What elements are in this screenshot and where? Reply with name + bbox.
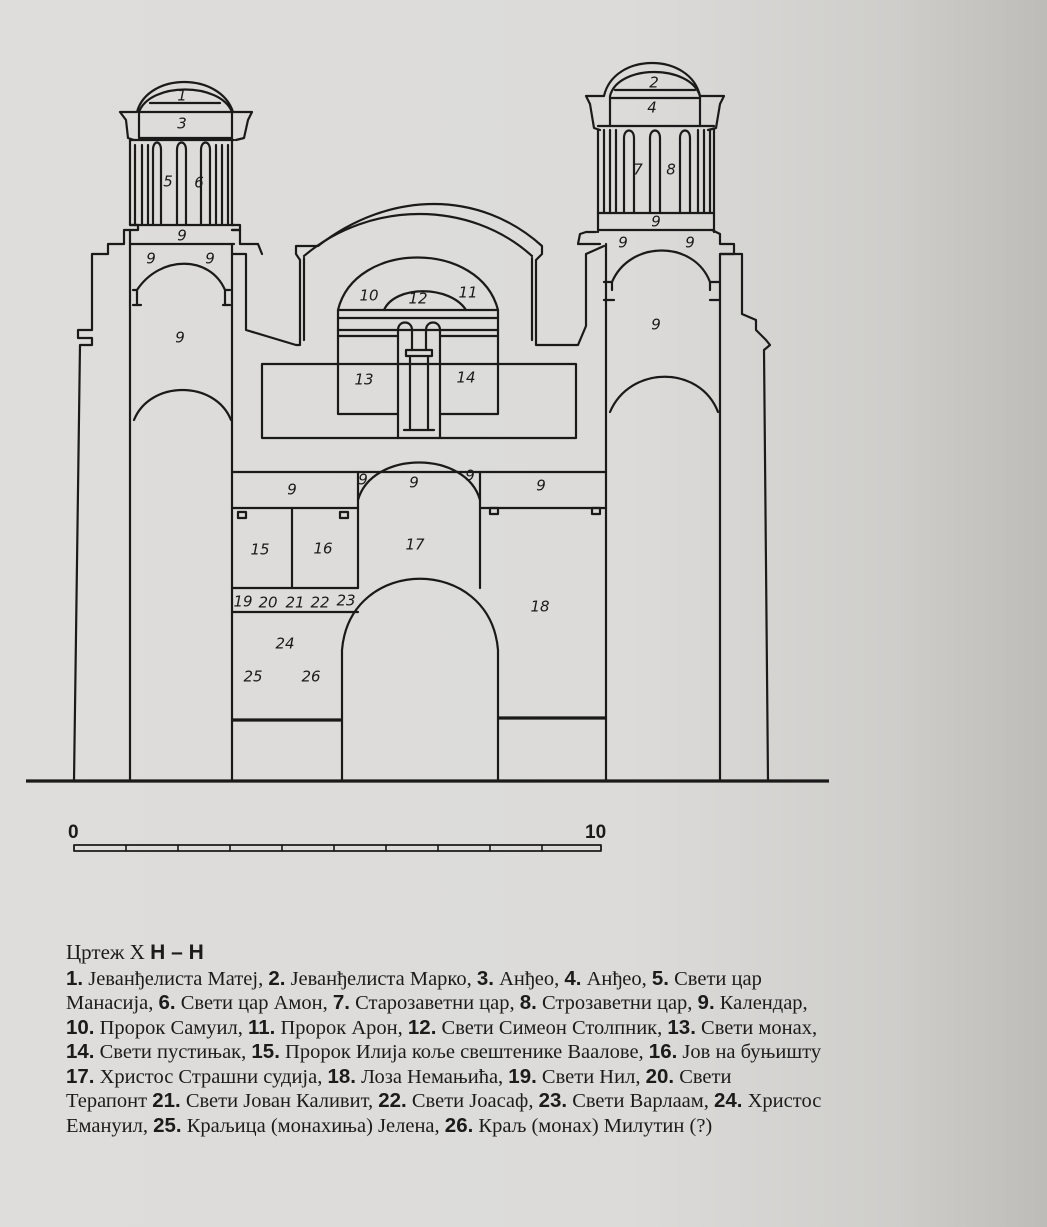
legend-number: 20. [645, 1064, 675, 1088]
legend-name: Јеванђелиста Матеј, [83, 967, 269, 990]
scale-bar [68, 822, 606, 851]
caption-line [66, 1016, 1047, 1041]
legend-name: Свети цар Амон, [175, 992, 333, 1014]
legend-name: Краљица (монахиња) Јелена, [181, 1114, 445, 1137]
label-25: 25 [243, 667, 263, 686]
label-9-i: 9 [287, 480, 297, 499]
lower-wall [232, 463, 606, 782]
caption-line [66, 1114, 1047, 1139]
label-26: 26 [301, 667, 321, 686]
label-2: 2 [649, 73, 659, 92]
label-6: 6 [194, 173, 204, 192]
legend-number: 4. [564, 966, 582, 990]
label-8: 8 [666, 160, 676, 179]
legend-name: Свети Нил, [536, 1065, 646, 1088]
legend-name: Свети Варлаам, [567, 1090, 714, 1112]
legend-number: 21. [152, 1089, 181, 1112]
label-14: 14 [456, 368, 476, 387]
caption-title-section: Н – Н [150, 941, 204, 964]
label-12: 12 [408, 289, 428, 308]
caption-line [66, 991, 1047, 1016]
central-gable [232, 204, 604, 438]
legend-name: Јов на буњишту [677, 1041, 822, 1063]
label-9-f: 9 [618, 233, 628, 252]
legend-number: 5. [651, 966, 669, 990]
legend-number: 19. [508, 1064, 537, 1088]
label-16: 16 [313, 539, 333, 558]
label-5: 5 [163, 172, 173, 191]
label-9-d: 9 [175, 328, 185, 347]
label-9-g: 9 [685, 233, 695, 252]
legend-name: Свети Јоасаф, [406, 1090, 539, 1112]
label-9-a: 9 [177, 226, 187, 245]
legend-number: 24. [714, 1089, 743, 1112]
legend-number: 14. [66, 1040, 95, 1063]
label-18: 18 [530, 597, 550, 616]
scale-end-label: 10 [585, 822, 607, 843]
legend-name: Старозаветни цар, [349, 992, 520, 1014]
legend-name: Календар, [714, 992, 808, 1014]
legend-name: Емануил, [66, 1114, 154, 1137]
legend-name: Анђео, [581, 967, 652, 990]
legend-name: Свети Симеон Столпник, [436, 1016, 668, 1039]
label-10: 10 [359, 286, 379, 305]
legend-number: 22. [378, 1089, 407, 1112]
label-15: 15 [250, 540, 270, 559]
legend-name: Свети цар [669, 967, 762, 990]
label-9-j: 9 [358, 470, 368, 489]
label-22: 22 [310, 593, 330, 612]
legend-name: Христос Страшни судија, [94, 1065, 328, 1088]
legend-number: 23. [538, 1089, 568, 1112]
label-9-h: 9 [651, 315, 661, 334]
caption-line [66, 967, 1047, 992]
caption-line [66, 1065, 1047, 1090]
legend-name: Анђео, [493, 967, 565, 990]
legend-name: Пророк Самуил, [94, 1016, 248, 1039]
label-17: 17 [405, 535, 425, 554]
legend-name: Свети пустињак, [94, 1041, 252, 1063]
scale-start-label: 0 [68, 822, 79, 843]
caption-line [66, 1089, 1047, 1114]
legend-number: 13. [667, 1015, 696, 1039]
label-3: 3 [177, 114, 187, 133]
legend-name: Строзаветни цар, [536, 992, 698, 1014]
legend-name: Свети [674, 1065, 732, 1088]
legend-name: Краљ (монах) Милутин (?) [473, 1114, 713, 1137]
label-9-b: 9 [146, 249, 156, 268]
legend-number: 12. [407, 1015, 437, 1039]
legend-name: Христос [742, 1090, 822, 1112]
label-9-e: 9 [651, 212, 661, 231]
label-7: 7 [633, 160, 643, 179]
legend-name: Терапонт [66, 1090, 153, 1112]
label-9-c: 9 [205, 249, 215, 268]
legend-name: Манасија, [66, 992, 159, 1014]
legend-number: 25. [153, 1113, 182, 1137]
label-1: 1 [177, 86, 187, 105]
label-21: 21 [285, 593, 305, 612]
legend-name: Свети Јован Каливит, [180, 1090, 379, 1112]
label-19: 19 [233, 592, 253, 611]
legend-number: 6. [158, 991, 176, 1014]
label-9-k: 9 [409, 473, 419, 492]
caption-title-prefix: Цртеж Х [66, 940, 151, 964]
legend-number: 17. [66, 1064, 95, 1088]
legend-number: 11. [247, 1015, 276, 1039]
legend-number: 10. [66, 1015, 95, 1039]
legend-number: 26. [444, 1113, 474, 1137]
legend-number: 1. [66, 966, 84, 990]
legend-number: 8. [519, 991, 537, 1014]
label-13: 13 [354, 370, 374, 389]
label-24: 24 [275, 634, 295, 653]
figure-caption [66, 940, 1047, 1138]
legend-number: 2. [268, 966, 286, 990]
legend-number: 9. [697, 991, 715, 1014]
legend-number: 3. [476, 966, 494, 990]
legend-number: 7. [332, 991, 350, 1014]
legend-number: 16. [648, 1040, 678, 1063]
caption-title [66, 940, 1047, 966]
legend-name: Пророк Арон, [275, 1016, 408, 1039]
caption-legend [66, 967, 1047, 1139]
right-tower [578, 63, 778, 781]
legend-number: 18. [327, 1064, 356, 1088]
legend-number: 15. [251, 1040, 280, 1063]
label-11: 11 [458, 283, 478, 302]
legend-name: Јеванђелиста Марко, [285, 967, 477, 990]
label-20: 20 [258, 593, 278, 612]
label-4: 4 [647, 98, 657, 117]
legend-name: Свети монах, [695, 1016, 818, 1039]
legend-name: Лоза Немањића, [355, 1065, 509, 1088]
label-9-l: 9 [465, 466, 475, 485]
caption-line [66, 1040, 1047, 1065]
label-9-m: 9 [536, 476, 546, 495]
legend-name: Пророк Илија коље свештенике Ваалове, [279, 1041, 649, 1063]
label-23: 23 [336, 591, 356, 610]
